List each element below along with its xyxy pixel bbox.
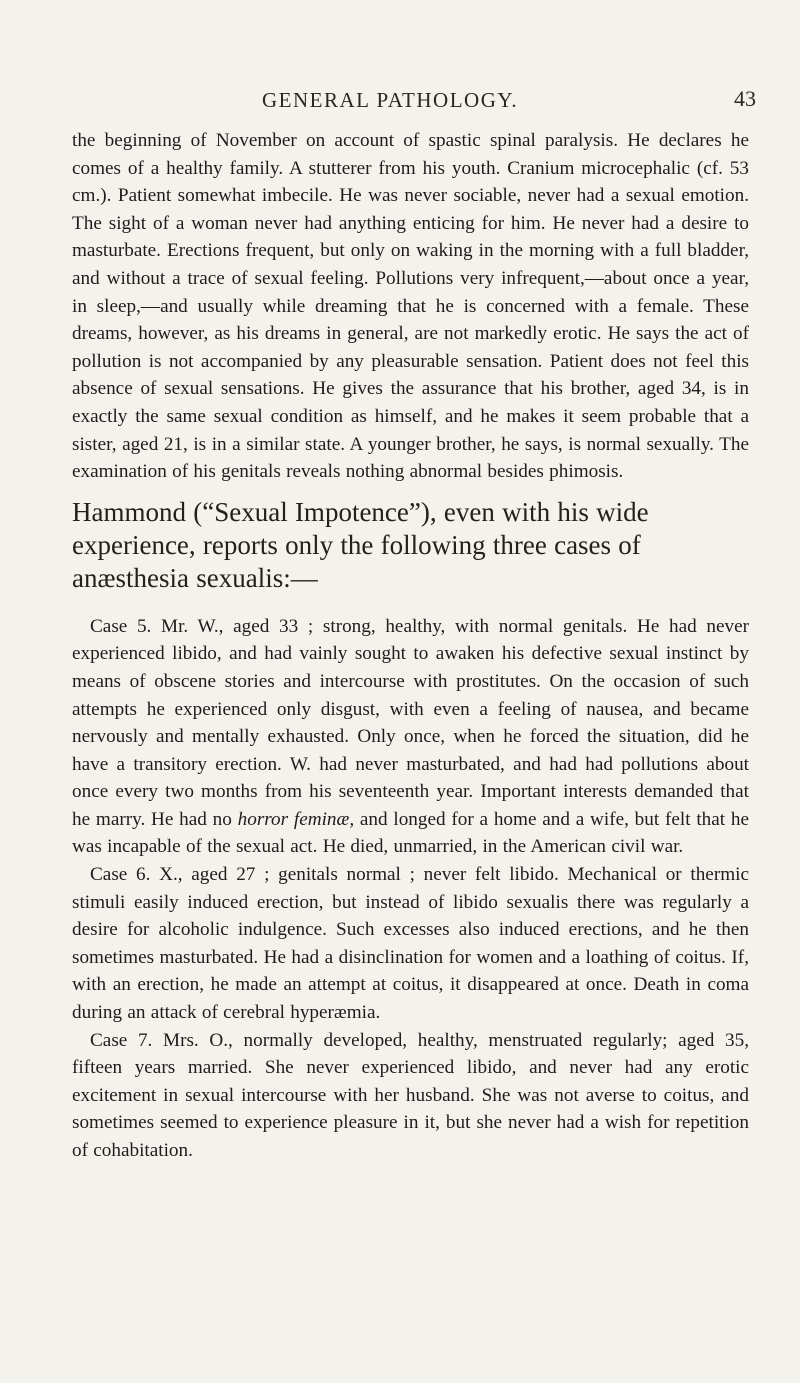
page-number: 43 bbox=[734, 86, 756, 111]
case-5-italic-phrase: horror feminæ, bbox=[237, 808, 355, 830]
page-body bbox=[72, 127, 749, 1165]
case-5-paragraph bbox=[72, 613, 749, 861]
running-title: GENERAL PATHOLOGY. bbox=[262, 88, 519, 112]
paragraph-continuation: the beginning of November on account of spastic spinal paralysis. He declares he comes of a healthy family. A stutterer from his youth. Cranium microcephalic (cf. 53 cm.). Patient somewhat imbecile. He was never sociable, never had a sexual emotion. The sight of a woman never had anything enticing for him. He never had a desire to masturbate. Erections frequent, but only on waking in the morning with a full bladder, and without a trace of sexual feeling. Pollutions very infrequent,—about once a year, in sleep,—and usually while dreaming that he is concerned with a female. These dreams, however, as his dreams in general, are not markedly erotic. He says the act of pollution is not accompanied by any pleasurable sensation. Patient does not feel this absence of sexual sensations. He gives the assurance that his brother, aged 34, is in exactly the same sexual condition as himself, and he makes it seem probable that a sister, aged 21, is in a similar state. A younger brother, he says, is normal sexually. The examination of his genitals reveals nothing abnormal besides phimosis. bbox=[72, 130, 749, 483]
case-5-text-start: Case 5. Mr. W., aged 33 ; strong, healthy, with normal genitals. He had never experienced libido, and had vainly sought to awaken his defective sexual instinct by means of obscene stories and intercourse with prostitutes. On the occasion of such attempts he experienced only disgust, with even a feeling of nausea, and became nervously and mentally exhausted. Only once, when he forced the situation, did he have a transitory erection. W. had never masturbated, and had had pollutions about once every two months from his seventeenth year. Important interests demanded that he marry. He had no bbox=[72, 615, 749, 830]
case-7-paragraph: Case 7. Mrs. O., normally developed, healthy, menstruated regularly; aged 35, fifteen years married. She never experienced libido, and never had any erotic excitement in sexual intercourse with her husband. She was not averse to coitus, and sometimes seemed to experience pleasure in it, but she never had a wish for repetition of cohabitation. bbox=[72, 1029, 749, 1161]
case-5-text-end: and longed for a home and a wife, but felt that he was incapable of the sexual act. He died, unmarried, in the American civil war. bbox=[72, 808, 749, 858]
hammond-intro-paragraph: Hammond (“Sexual Impotence”), even with his wide experience, reports only the following three cases of anæsthesia sexualis:— bbox=[72, 496, 649, 593]
case-6-paragraph: Case 6. X., aged 27 ; genitals normal ; never felt libido. Mechanical or thermic stimuli easily induced erection, but instead of libido sexualis there was regularly a desire for alcoholic indulgence. Such excesses also induced erections, and he then sometimes masturbated. He had a disinclination for women and a loathing of coitus. If, with an erection, he made an attempt at coitus, it disappeared at once. Death in coma during an attack of cerebral hyperæmia. bbox=[72, 864, 749, 1024]
